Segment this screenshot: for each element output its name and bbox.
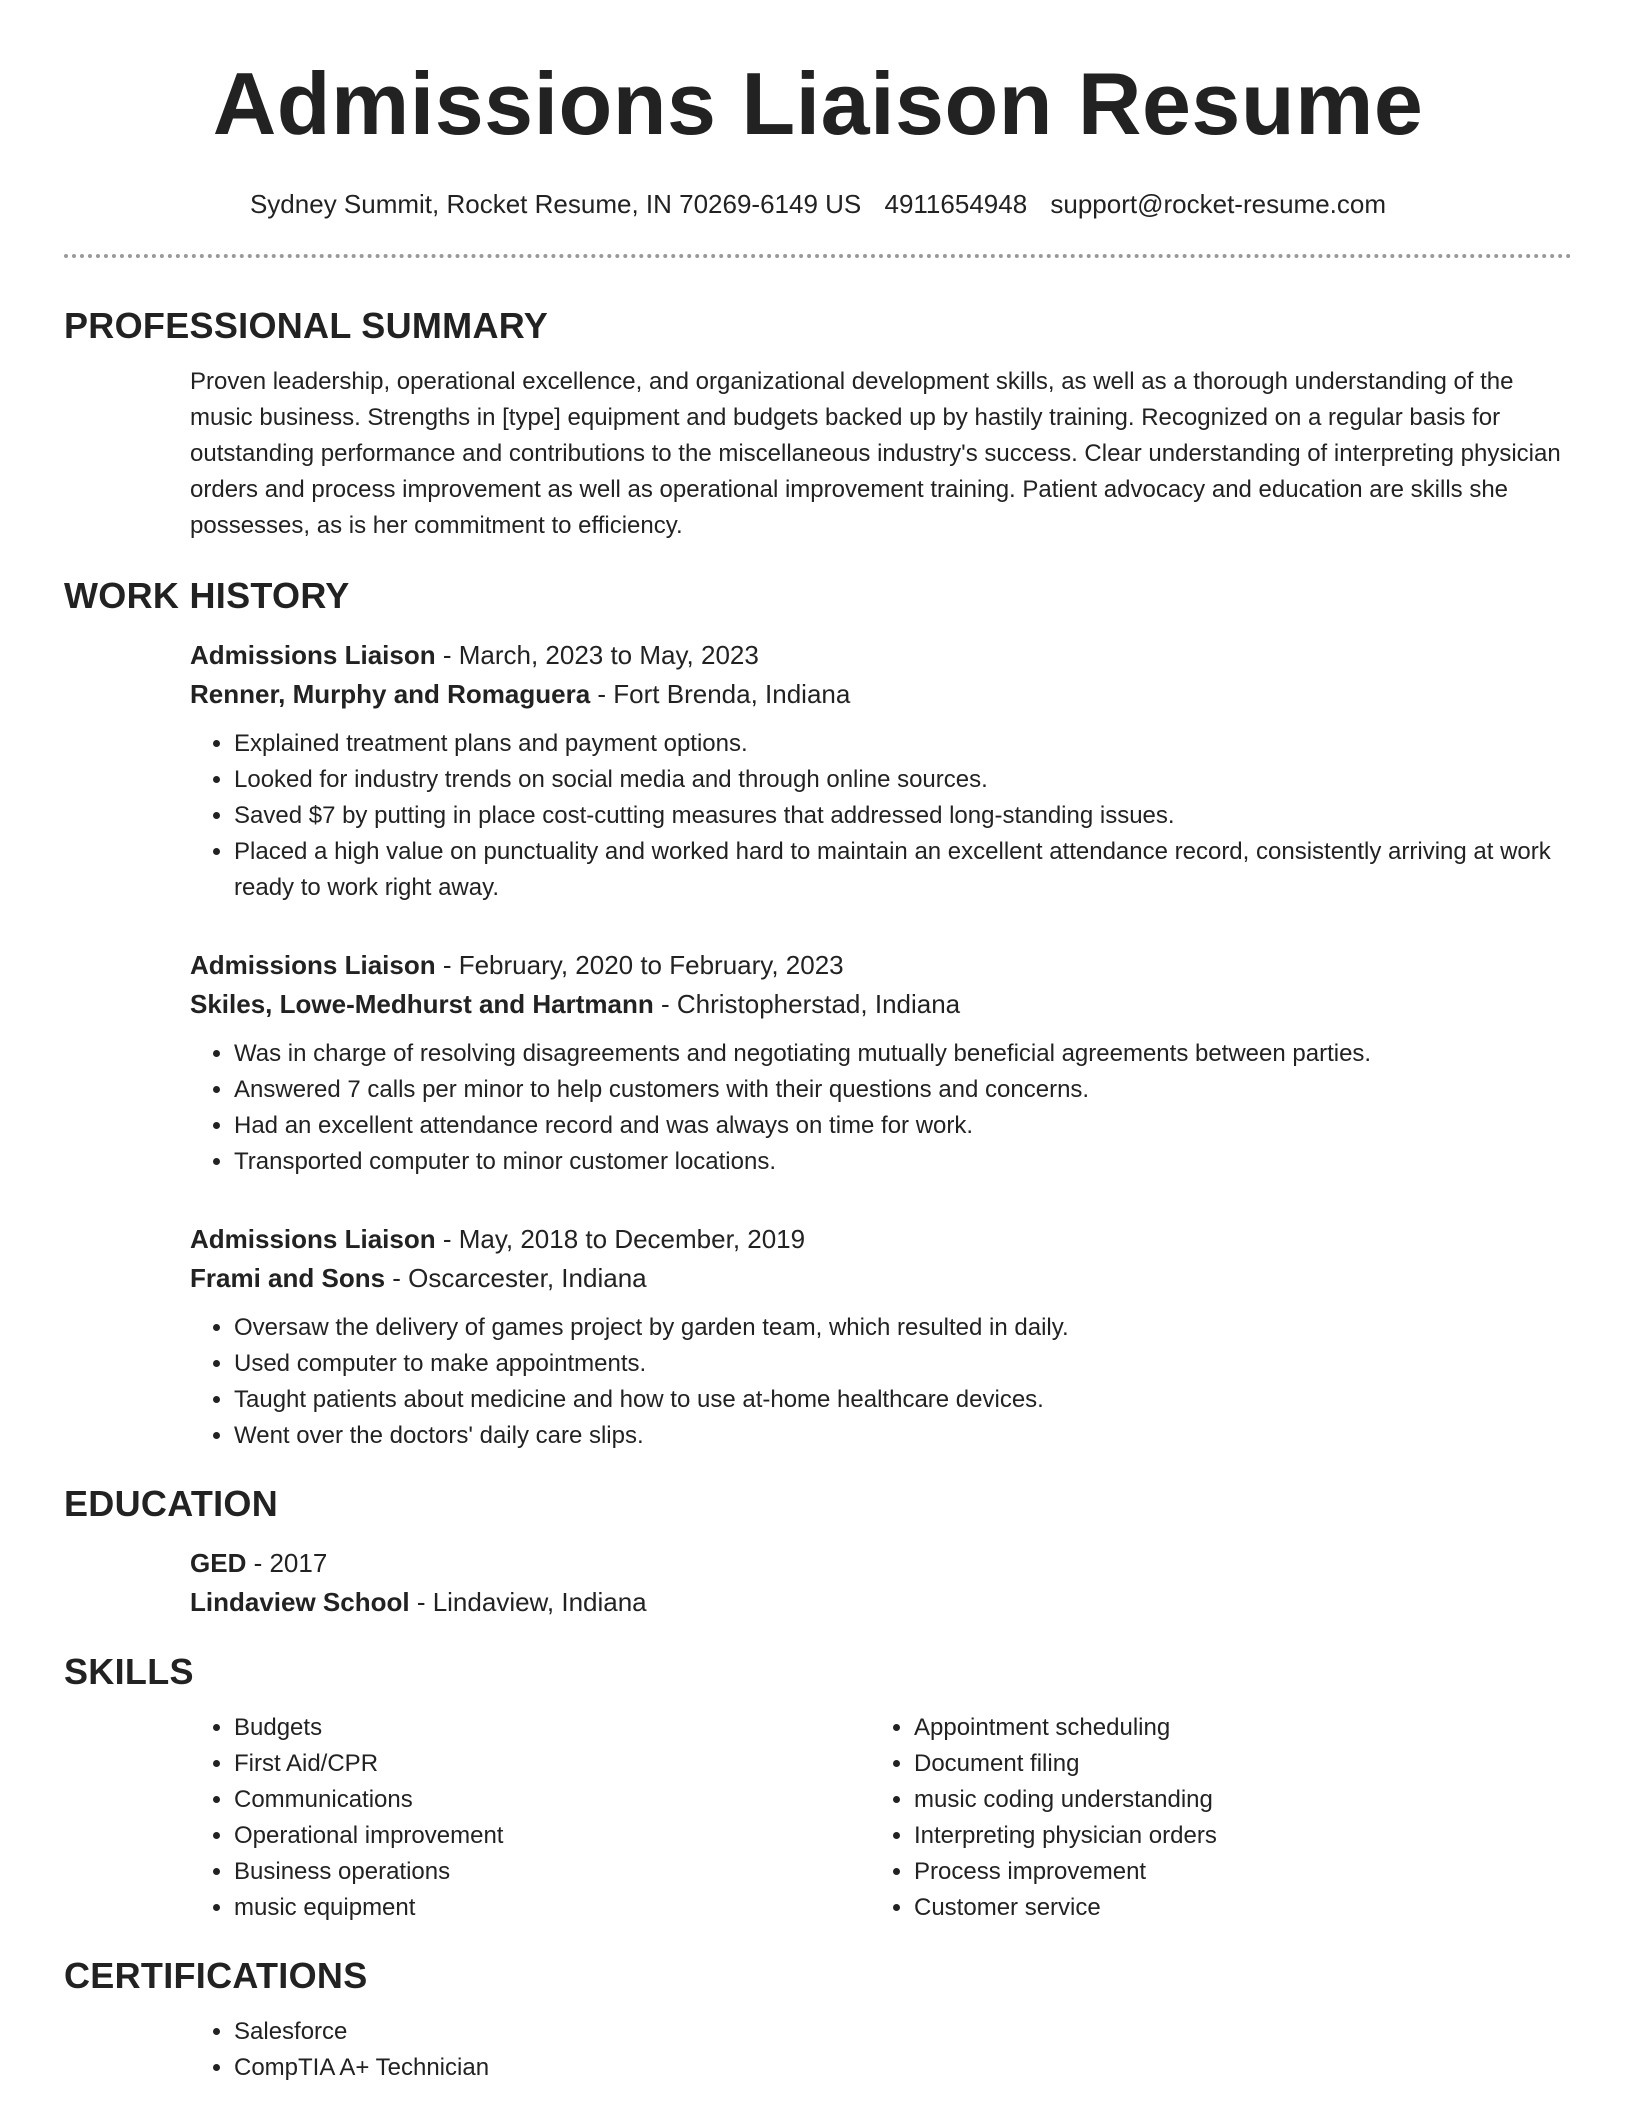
job-bullets: [190, 1036, 1572, 1180]
list-item: • First Aid/CPR: [234, 1746, 870, 1782]
list-item: • Salesforce: [234, 2014, 1572, 2050]
header-divider: [64, 254, 1572, 258]
list-item: • Was in charge of resolving disagreements and negotiating mutually beneficial agreements between parties.: [234, 1036, 1572, 1072]
job-company: Renner, Murphy and Romaguera: [190, 679, 591, 709]
job-company: Frami and Sons: [190, 1263, 386, 1293]
list-item: • Business operations: [234, 1854, 870, 1890]
contact-info: [64, 186, 1572, 222]
list-item: • Looked for industry trends on social media and through online sources.: [234, 762, 1572, 798]
list-item: • Answered 7 calls per minor to help customers with their questions and concerns.: [234, 1072, 1572, 1108]
list-item: • Used computer to make appointments.: [234, 1346, 1572, 1382]
job-company-line: [190, 985, 1572, 1024]
job-title-line: [190, 1220, 1572, 1259]
skills-grid: [190, 1710, 1572, 1926]
list-item: • Saved $7 by putting in place cost-cutting measures that addressed long-standing issues.: [234, 798, 1572, 834]
education-degree: GED: [190, 1548, 247, 1578]
education-degree-line: [190, 1544, 1572, 1583]
list-item: • Went over the doctors' daily care slips.: [234, 1418, 1572, 1454]
job-company: Skiles, Lowe-Medhurst and Hartmann: [190, 989, 654, 1019]
contact-phone: 4911654948: [884, 189, 1028, 219]
list-item: • Transported computer to minor customer locations.: [234, 1144, 1572, 1180]
list-item: • Explained treatment plans and payment options.: [234, 726, 1572, 762]
education-location: - Lindaview, Indiana: [409, 1587, 647, 1617]
list-item: • Process improvement: [914, 1854, 1550, 1890]
certifications-list: [190, 2014, 1572, 2086]
list-item: • music equipment: [234, 1890, 870, 1926]
job-company-line: [190, 1259, 1572, 1298]
list-item: • Customer service: [914, 1890, 1550, 1926]
job-location: - Christopherstad, Indiana: [653, 989, 961, 1019]
job-company-line: [190, 675, 1572, 714]
list-item: • CompTIA A+ Technician: [234, 2050, 1572, 2086]
contact-address: Sydney Summit, Rocket Resume, IN 70269-6149 US: [249, 189, 862, 219]
job-entry: [190, 636, 1572, 906]
job-title-line: [190, 946, 1572, 985]
education-school-line: [190, 1583, 1572, 1622]
resume-page: [64, 0, 1572, 2086]
skills-column-left: [190, 1710, 870, 1926]
list-item: • Placed a high value on punctuality and worked hard to maintain an excellent attendance record, consistently arriving at work ready to work right away.: [234, 834, 1572, 906]
list-item: • Operational improvement: [234, 1818, 870, 1854]
job-bullets: [190, 1310, 1572, 1454]
job-dates: - March, 2023 to May, 2023: [435, 640, 759, 670]
certifications-block: [190, 2014, 1572, 2086]
job-bullets: [190, 726, 1572, 906]
summary-text: Proven leadership, operational excellence, and organizational development skills, as well as a thorough understanding of the music business. Strengths in [type] equipment and budgets backed up by hastily training. Recognized on a regular basis for outstanding performance and contributions to the miscellaneous industry's success. Clear understanding of interpreting physician orders and process improvement as well as operational improvement training. Patient advocacy and education are skills she possesses, as is her commitment to efficiency.: [190, 368, 1561, 539]
job-dates: - February, 2020 to February, 2023: [435, 950, 844, 980]
education-school: Lindaview School: [190, 1587, 410, 1617]
list-item: • Communications: [234, 1782, 870, 1818]
list-item: • Taught patients about medicine and how to use at-home healthcare devices.: [234, 1382, 1572, 1418]
job-title: Admissions Liaison: [190, 640, 436, 670]
contact-email: support@rocket-resume.com: [1050, 189, 1387, 219]
list-item: • music coding understanding: [914, 1782, 1550, 1818]
job-title-line: [190, 636, 1572, 675]
job-dates: - May, 2018 to December, 2019: [435, 1224, 806, 1254]
list-item: • Appointment scheduling: [914, 1710, 1550, 1746]
list-item: • Budgets: [234, 1710, 870, 1746]
list-item: • Oversaw the delivery of games project by garden team, which resulted in daily.: [234, 1310, 1572, 1346]
section-title-work-history: WORK HISTORY: [64, 575, 350, 616]
job-entry: [190, 946, 1572, 1180]
job-title: Admissions Liaison: [190, 1224, 436, 1254]
list-item: • Document filing: [914, 1746, 1550, 1782]
page-title: Admissions Liaison Resume: [212, 54, 1424, 153]
list-item: • Interpreting physician orders: [914, 1818, 1550, 1854]
section-title-certifications: CERTIFICATIONS: [64, 1955, 368, 1996]
section-title-skills: SKILLS: [64, 1651, 194, 1692]
job-location: - Oscarcester, Indiana: [385, 1263, 647, 1293]
list-item: • Had an excellent attendance record and was always on time for work.: [234, 1108, 1572, 1144]
job-entry: [190, 1220, 1572, 1454]
job-location: - Fort Brenda, Indiana: [590, 679, 851, 709]
skills-column-right: [870, 1710, 1550, 1926]
section-title-education: EDUCATION: [64, 1483, 279, 1524]
education-year: - 2017: [246, 1548, 328, 1578]
education-entry: [190, 1544, 1572, 1622]
section-title-summary: PROFESSIONAL SUMMARY: [64, 305, 549, 346]
job-title: Admissions Liaison: [190, 950, 436, 980]
